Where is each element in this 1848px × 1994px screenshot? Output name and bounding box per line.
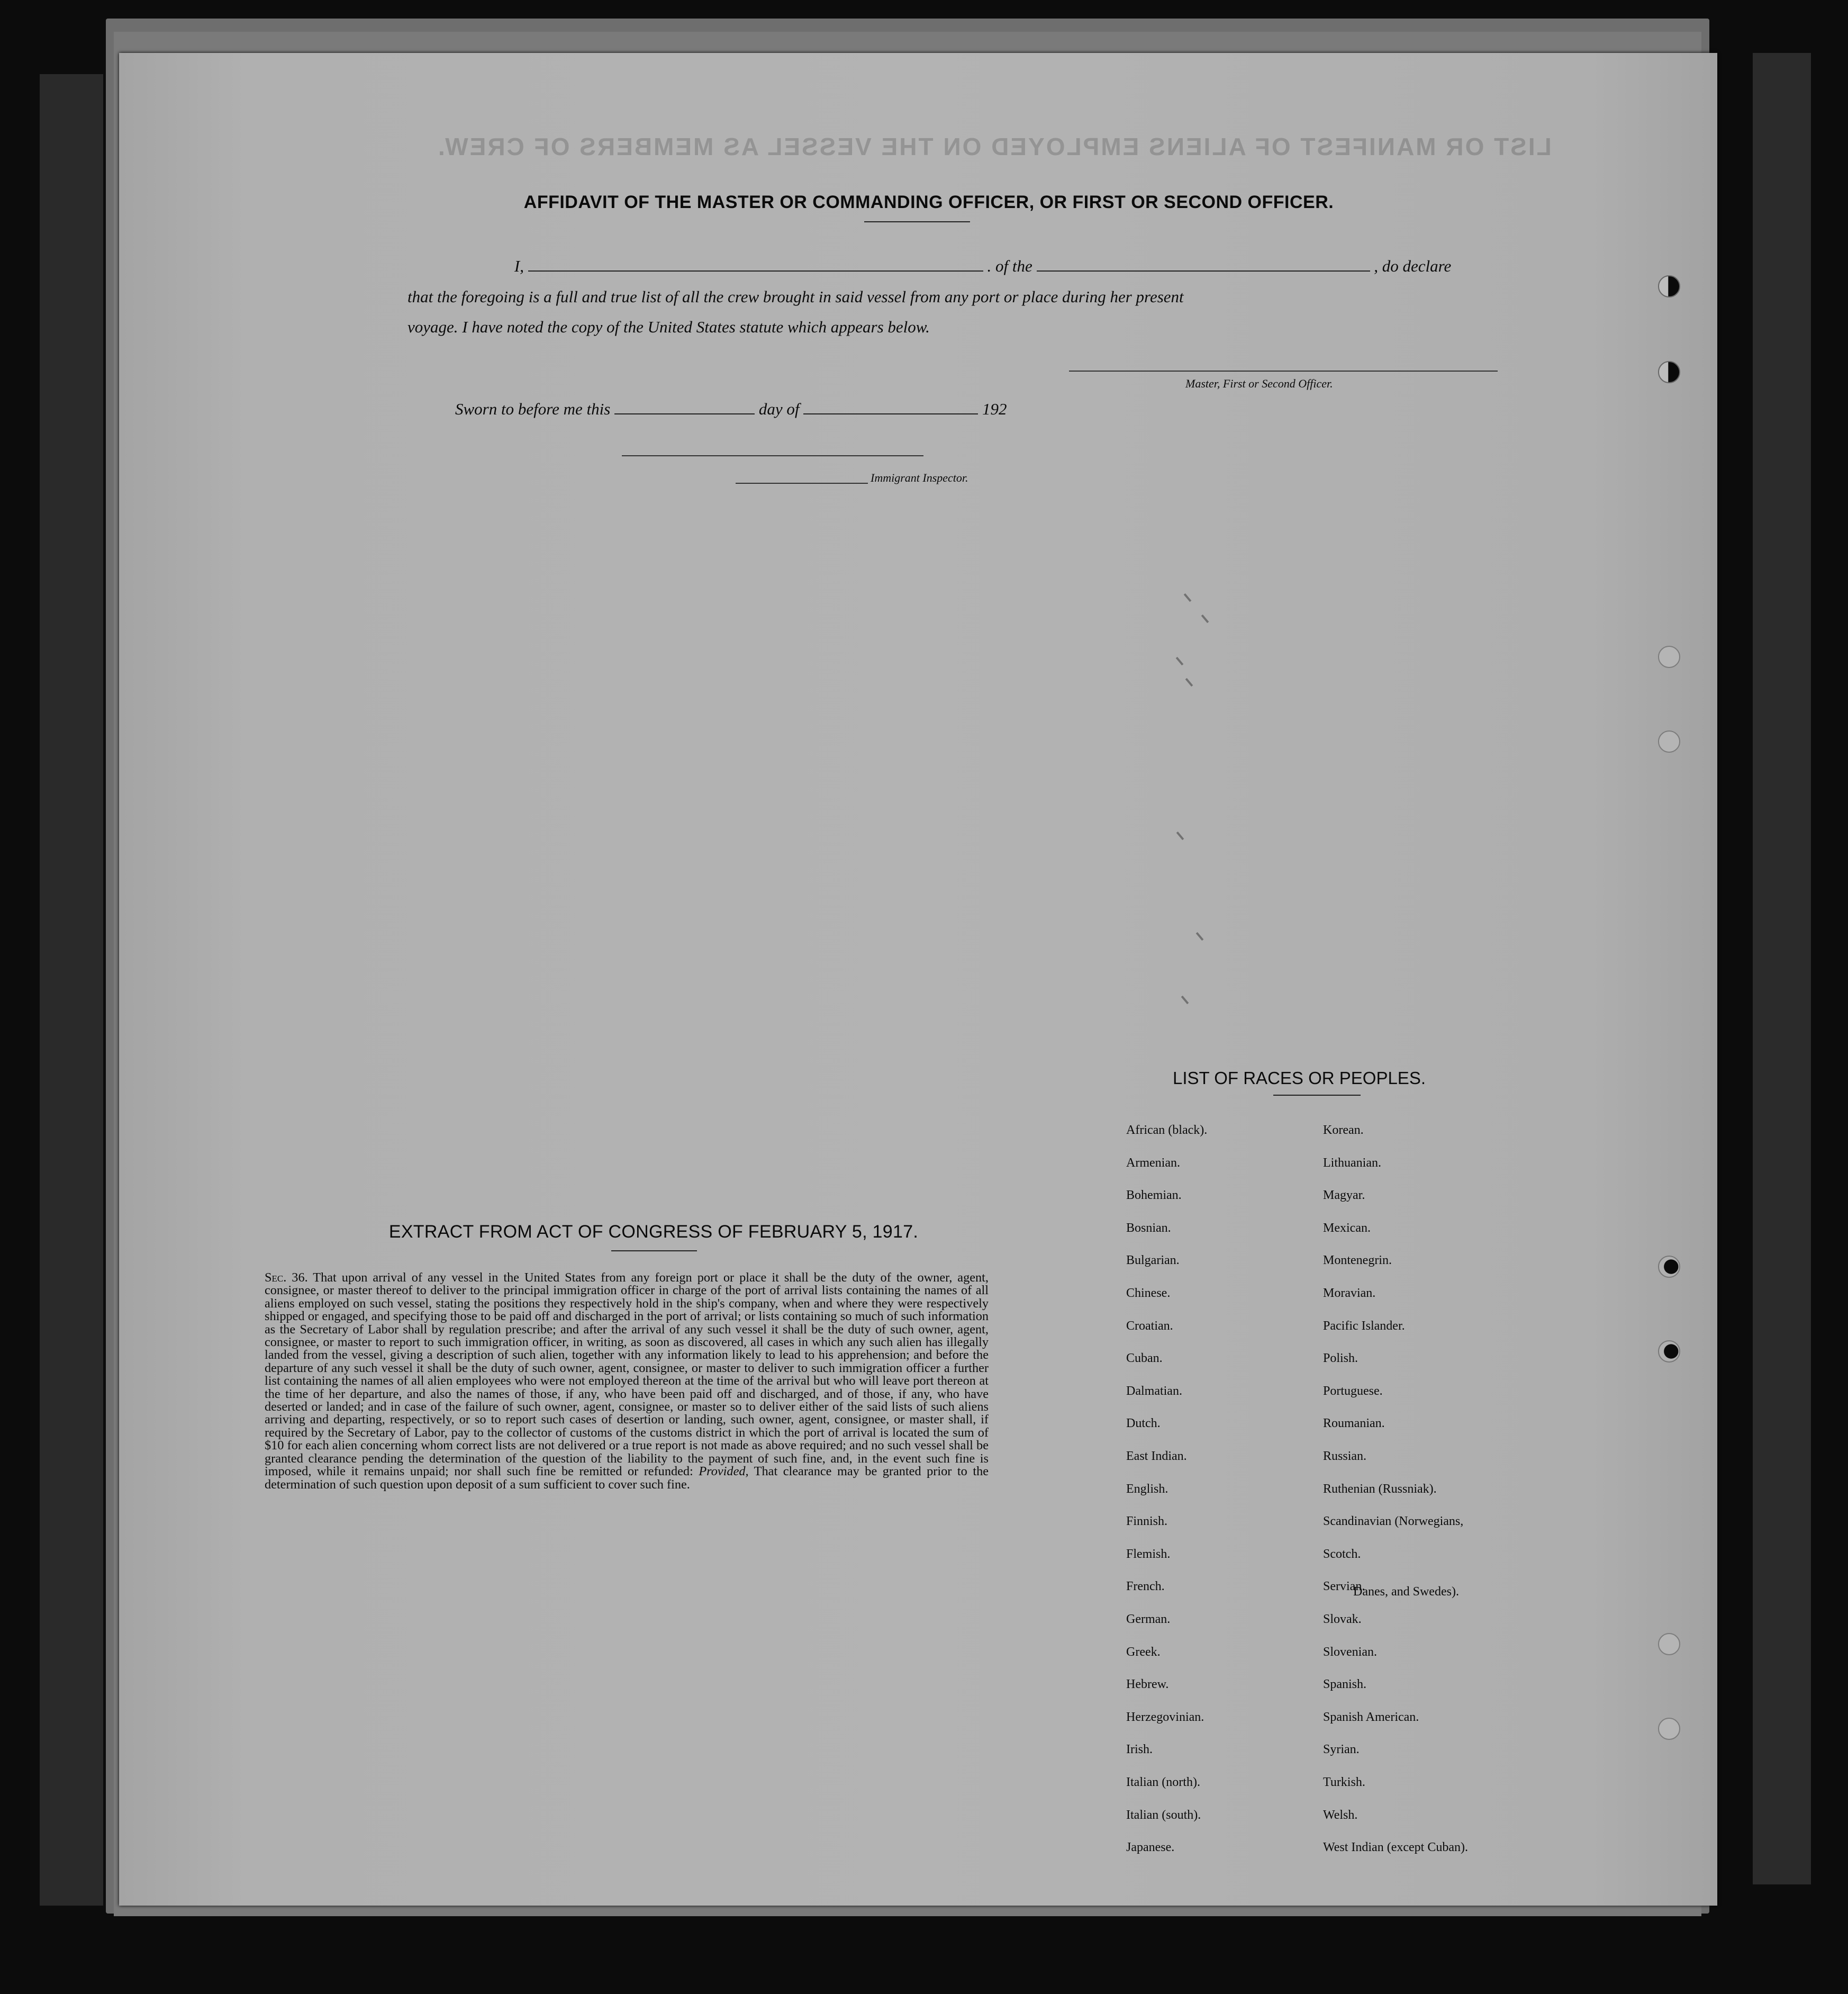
race-item: African (black). xyxy=(1126,1123,1208,1137)
race-item: Cuban. xyxy=(1126,1351,1163,1365)
race-item: English. xyxy=(1126,1482,1168,1496)
race-item: Polish. xyxy=(1323,1351,1358,1365)
race-item: Chinese. xyxy=(1126,1286,1171,1300)
do-declare-label: , do declare xyxy=(1374,257,1452,275)
binder-hole xyxy=(1658,1340,1680,1363)
declaration-line-3: voyage. I have noted the copy of the United States statute which appears below. xyxy=(407,318,930,336)
binder-hole xyxy=(1658,1718,1680,1740)
scan-mark xyxy=(1181,996,1189,1004)
affidavit-title: AFFIDAVIT OF THE MASTER OR COMMANDING OFFICER, OR FIRST OR SECOND OFFICER. xyxy=(523,192,1334,212)
races-title-rule xyxy=(1273,1095,1361,1096)
race-item: German. xyxy=(1126,1612,1171,1626)
race-item: Japanese. xyxy=(1126,1840,1175,1854)
race-item: Dalmatian. xyxy=(1126,1384,1182,1398)
race-item: Armenian. xyxy=(1126,1156,1180,1170)
race-item: Magyar. xyxy=(1323,1188,1365,1202)
race-item: Slovak. xyxy=(1323,1612,1362,1626)
race-item: Roumanian. xyxy=(1323,1416,1385,1430)
race-item: West Indian (except Cuban). xyxy=(1323,1840,1468,1854)
race-item: Italian (south). xyxy=(1126,1808,1201,1822)
scan-mark xyxy=(1184,593,1192,602)
year-prefix: 192 xyxy=(982,400,1007,418)
manifest-page xyxy=(119,53,1717,1906)
binder-hole xyxy=(1658,361,1680,383)
race-item: Syrian. xyxy=(1323,1743,1360,1756)
race-item: Flemish. xyxy=(1126,1547,1171,1561)
race-item: East Indian. xyxy=(1126,1449,1187,1463)
extract-text-1: That upon arrival of any vessel in the United States from any foreign port or place it shall be the duty of the owner, agent, consignee, or master thereof to deliver to the principal immigration officer in charge of the port of arrival lists containing the names of all aliens employed on such vessel, stating the positions they respectively hold in the ship's company, when and where they were respectively shipped or engaged, and specifying those to be paid off and discharged in the port of arrival; or lists containing so much of such information as the Secretary of Labor shall by regulation prescribe; and after the arrival of any such vessel it shall be the duty of such owner, agent, consignee, or master to report to such immigration officer, in writing, as soon as discovered, all cases in which any such alien has illegally landed from the vessel, giving a description of such alien, together with any information likely to lead to his apprehension; and before the departure of any such vessel it shall be the duty of such owner, agent, consignee, or master to deliver to such immigration officer a further list containing the names of all alien employees who were not employed thereon at the time of the arrival but who will leave port thereon at the time of her departure, and also the names of those, if any, who have been paid off and discharged, and of those, if any, who have deserted or landed; and in case of the failure of such owner, agent, consignee, or master so to deliver either of the said lists of such aliens arriving and departing, respectively, or so to report such cases of desertion or landing, such owner, agent, consignee, or master shall, if required by the Secretary of Labor, pay to the collector of customs of the customs district in which the port of arrival is located the sum of $10 for each alien concerning whom correct lists are not delivered or a true report is not made as above required; and no such vessel shall be granted clearance pending the determination of the question of the liability to the payment of such fine, and, in the event such fine is imposed, while it remains unpaid; nor shall such fine be remitted or refunded: xyxy=(265,1270,989,1479)
race-item: Hebrew. xyxy=(1126,1677,1169,1691)
race-item: Greek. xyxy=(1126,1645,1161,1659)
binder-hole xyxy=(1658,1633,1680,1655)
race-item: Bosnian. xyxy=(1126,1221,1171,1235)
race-item: Portuguese. xyxy=(1323,1384,1383,1398)
master-caption: Master, First or Second Officer. xyxy=(1185,377,1333,390)
month-blank[interactable] xyxy=(803,413,978,414)
sworn-label: Sworn to before me this xyxy=(455,400,611,418)
section-label: Sec. 36. xyxy=(265,1270,308,1285)
left-bleed-strip xyxy=(40,74,103,1906)
race-item: Pacific Islander. xyxy=(1323,1319,1405,1333)
race-item: Korean. xyxy=(1323,1123,1364,1137)
vessel-blank[interactable] xyxy=(1037,270,1370,272)
provided-word: Provided, xyxy=(699,1464,749,1479)
day-blank[interactable] xyxy=(614,413,755,414)
bleed-through-header: LIST OR MANIFEST OF ALIENS EMPLOYED ON THE VESSEL AS MEMBERS OF CREW. xyxy=(437,133,1552,160)
scan-mark xyxy=(1196,932,1204,941)
race-item: Scotch. xyxy=(1323,1547,1361,1561)
race-item: Montenegrin. xyxy=(1323,1253,1392,1267)
race-item: Ruthenian (Russniak). xyxy=(1323,1482,1437,1496)
race-item: Welsh. xyxy=(1323,1808,1358,1822)
race-item: Moravian. xyxy=(1323,1286,1376,1300)
declaration-line-1 xyxy=(458,257,1543,276)
race-item: Spanish. xyxy=(1323,1677,1367,1691)
sworn-line xyxy=(455,400,1249,419)
extract-body xyxy=(265,1271,989,1491)
race-item: Finnish. xyxy=(1126,1514,1168,1528)
scan-mark xyxy=(1176,657,1184,665)
binder-hole xyxy=(1658,275,1680,297)
race-item: Bohemian. xyxy=(1126,1188,1182,1202)
scan-mark xyxy=(1176,832,1184,840)
race-item: Italian (north). xyxy=(1126,1775,1200,1789)
right-bleed-strip xyxy=(1753,53,1811,1884)
race-item: Lithuanian. xyxy=(1323,1156,1381,1170)
declaration-line-2: that the foregoing is a full and true list of all the crew brought in said vessel from any port or place during her present xyxy=(407,287,1184,306)
race-item: Irish. xyxy=(1126,1743,1153,1756)
inspector-caption: Immigrant Inspector. xyxy=(871,471,968,484)
race-item: Croatian. xyxy=(1126,1319,1173,1333)
race-item: Herzegovinian. xyxy=(1126,1710,1204,1724)
race-item: French. xyxy=(1126,1580,1165,1593)
extract-text-2: That clearance may be granted prior to the determination of such question upon deposit of a sum sufficient to cover such fine. xyxy=(265,1464,989,1492)
race-item: Scandinavian (Norwegians, xyxy=(1323,1514,1464,1528)
name-blank[interactable] xyxy=(528,270,983,272)
master-signature-line[interactable] xyxy=(1069,371,1498,372)
race-item: Spanish American. xyxy=(1323,1710,1419,1724)
race-item: Slovenian. xyxy=(1323,1645,1377,1659)
inspector-short-line xyxy=(736,483,868,484)
i-label: I, xyxy=(514,257,524,275)
extract-title: EXTRACT FROM ACT OF CONGRESS OF FEBRUARY 5, 1917. xyxy=(388,1222,919,1242)
day-of-label: day of xyxy=(758,400,800,418)
race-item: Bulgarian. xyxy=(1126,1253,1180,1267)
race-item: Turkish. xyxy=(1323,1775,1365,1789)
binder-hole xyxy=(1658,730,1680,753)
binder-hole xyxy=(1658,1256,1680,1278)
title-rule xyxy=(864,221,970,222)
extract-title-rule xyxy=(611,1250,697,1251)
race-item-continuation: Danes, and Swedes). xyxy=(1353,1585,1459,1599)
scan-mark xyxy=(1201,615,1209,623)
inspector-signature-line[interactable] xyxy=(622,455,923,456)
binder-hole xyxy=(1658,646,1680,668)
race-item: Dutch. xyxy=(1126,1416,1161,1430)
race-item: Servian. xyxy=(1323,1580,1365,1593)
race-item: Russian. xyxy=(1323,1449,1367,1463)
races-title: LIST OF RACES OR PEOPLES. xyxy=(1172,1068,1426,1088)
race-item: Mexican. xyxy=(1323,1221,1371,1235)
of-the-label: . of the xyxy=(987,257,1032,275)
scan-mark xyxy=(1185,678,1193,687)
